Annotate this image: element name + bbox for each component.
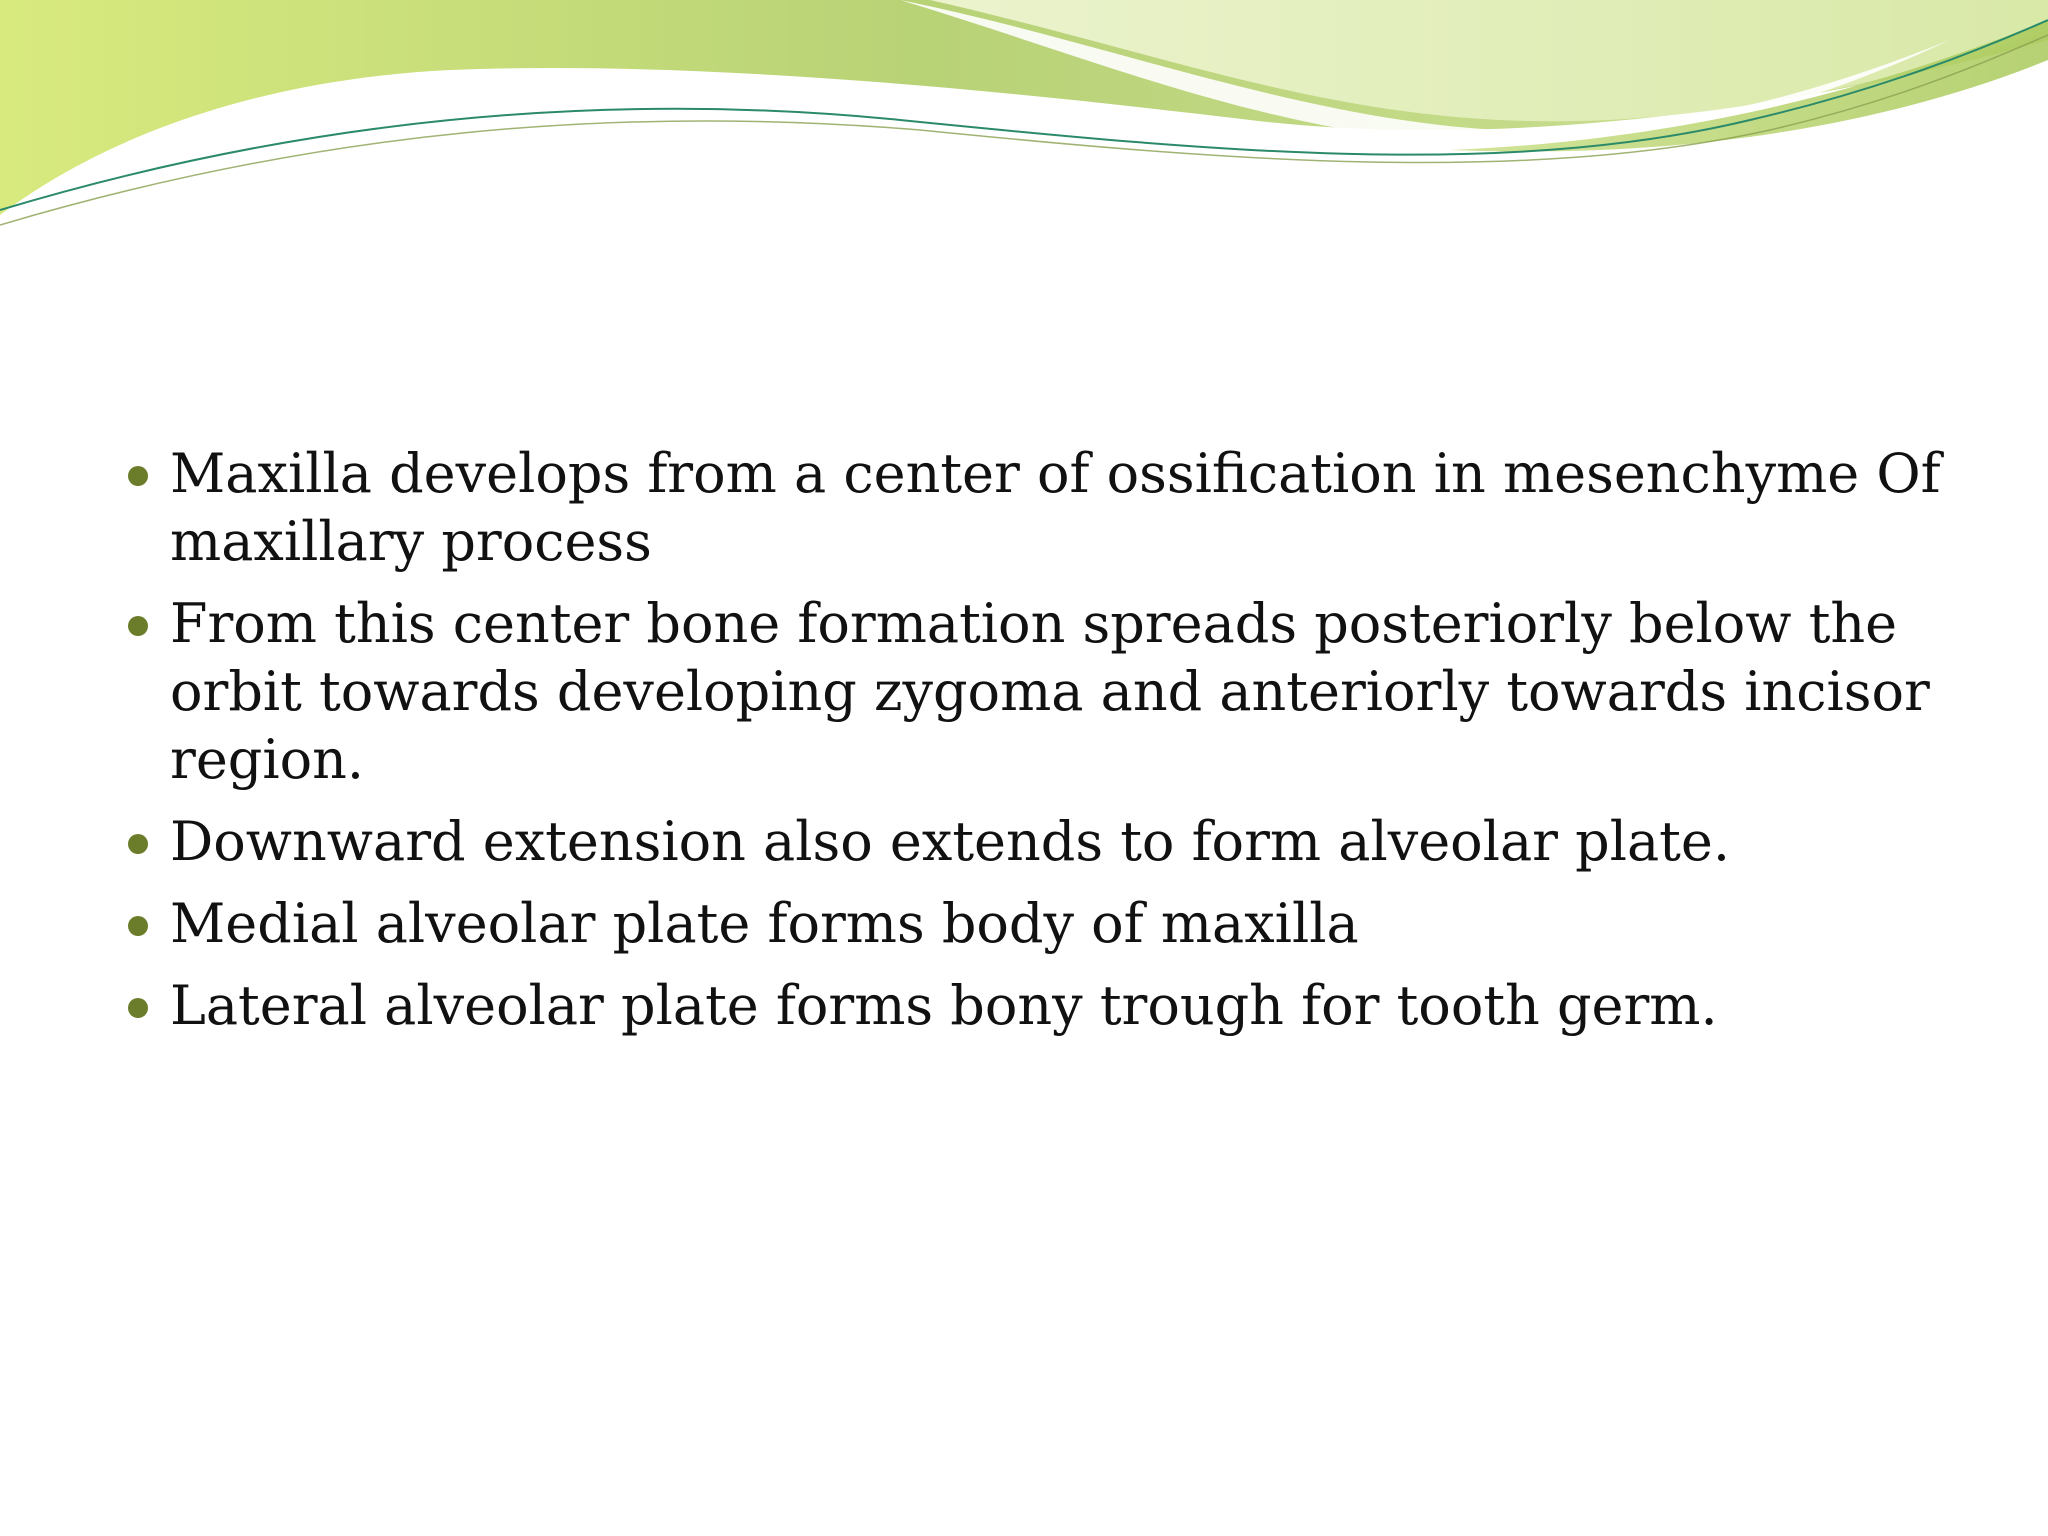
slide-body <box>120 440 1980 1054</box>
bullet-item-5 <box>120 972 1980 1040</box>
bullet-text: Lateral alveolar plate forms bony trough for tooth germ. <box>170 974 1718 1037</box>
bullet-text: From this center bone formation spreads posteriorly below the orbit towards developing zygoma and anteriorly towards incisor region. <box>170 592 1930 791</box>
bullet-dot-icon <box>128 616 148 636</box>
bullet-text: Downward extension also extends to form alveolar plate. <box>170 810 1730 873</box>
bullet-item-1 <box>120 440 1980 576</box>
bullet-item-2 <box>120 590 1980 794</box>
bullet-text: Maxilla develops from a center of ossification in mesenchyme Of maxillary process <box>170 442 1941 573</box>
bullet-dot-icon <box>128 998 148 1018</box>
bullet-dot-icon <box>128 834 148 854</box>
bullet-item-3 <box>120 808 1980 876</box>
bullet-item-4 <box>120 890 1980 958</box>
bullet-list <box>120 440 1980 1040</box>
bullet-dot-icon <box>128 916 148 936</box>
bullet-dot-icon <box>128 466 148 486</box>
header-wave-decoration <box>0 0 2048 240</box>
bullet-text: Medial alveolar plate forms body of maxilla <box>170 892 1359 955</box>
